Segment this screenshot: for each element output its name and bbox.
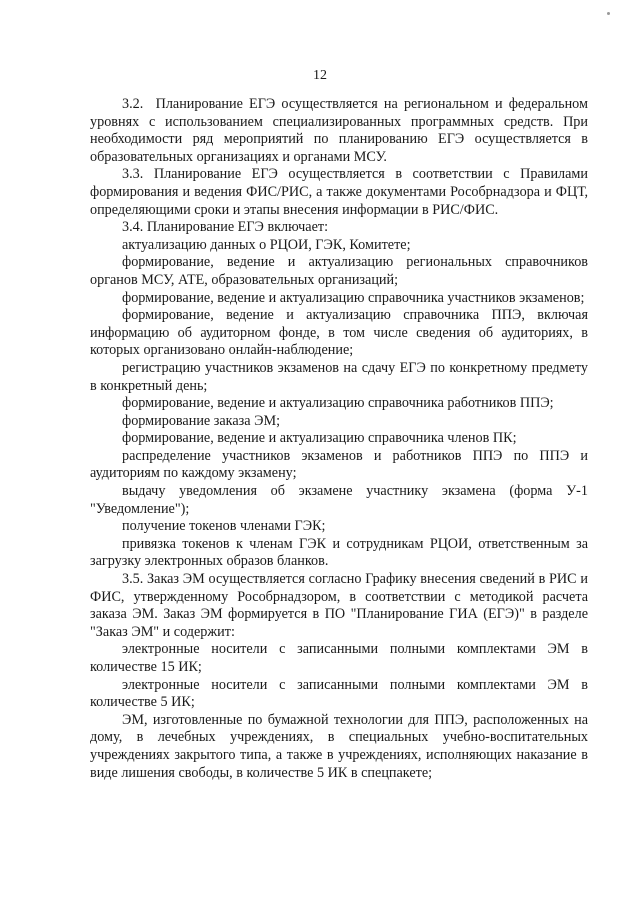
paragraph-3-3: 3.3. Планирование ЕГЭ осуществляется в соответствии с Правилами формирования и ведения ФИС/РИС, а также документами Рособрнадзора и ФЦТ, определяющими сроки и этапы внесения информации в РИС/ФИС. bbox=[90, 166, 588, 218]
list-item: получение токенов членами ГЭК; bbox=[122, 518, 326, 535]
list-item: регистрацию участников экзаменов на сдачу ЕГЭ по конкретному предмету в конкретный день; bbox=[90, 359, 588, 394]
list-item: электронные носители с записанными полными комплектами ЭМ в количестве 15 ИК; bbox=[90, 641, 588, 675]
list-item: формирование, ведение и актуализацию справочника ППЭ, включая информацию об аудиторном фонде, в том числе сведения об аудиториях, в которых организовано онлайн-наблюдение; bbox=[90, 307, 588, 359]
paragraph-3-2: 3.2. Планирование ЕГЭ осуществляется на региональном и федеральном уровнях с использованием специализированных программных средств. При необходимости ряд мероприятий по планированию ЕГЭ осуществляется в образовательных организациях и органами МСУ. bbox=[90, 96, 588, 165]
list-item: распределение участников экзаменов и работников ППЭ по ППЭ и аудиториям по каждому экзамену; bbox=[90, 447, 588, 482]
list-item: формирование, ведение и актуализацию справочника работников ППЭ; bbox=[122, 395, 554, 412]
page-number: 12 bbox=[313, 68, 327, 83]
paragraph-3-5: 3.5. Заказ ЭМ осуществляется согласно Графику внесения сведений в РИС и ФИС, утвержденному Рособрнадзором, в соответствии с методикой расчета заказа ЭМ. Заказ ЭМ формируется в ПО "Планирование ГИА (ЕГЭ)" в разделе "Заказ ЭМ" и содержит: bbox=[90, 571, 588, 640]
list-item: формирование заказа ЭМ; bbox=[122, 412, 281, 429]
list-item: электронные носители с записанными полными комплектами ЭМ в количестве 5 ИК; bbox=[90, 676, 588, 711]
list-item: ЭМ, изготовленные по бумажной технологии для ППЭ, расположенных на дому, в лечебных учреждениях, в специальных учебно-воспитательных учреждениях закрытого типа, а также в учреждениях, исполняющих наказание в виде лишения свободы, в количестве 5 ИК в спецпакете; bbox=[90, 711, 588, 781]
list-item: привязка токенов к членам ГЭК и сотрудникам РЦОИ, ответственным за загрузку электронных образов бланков. bbox=[90, 535, 588, 570]
list-item: формирование, ведение и актуализацию региональных справочников органов МСУ, АТЕ, образовательных организаций; bbox=[90, 254, 588, 288]
scan-speck bbox=[607, 12, 610, 15]
list-item: формирование, ведение и актуализацию справочника участников экзаменов; bbox=[122, 289, 585, 306]
document-body bbox=[90, 96, 588, 782]
paragraph-3-4: 3.4. Планирование ЕГЭ включает: bbox=[122, 219, 329, 236]
list-item: актуализацию данных о РЦОИ, ГЭК, Комитете; bbox=[122, 236, 411, 253]
list-item: выдачу уведомления об экзамене участнику экзамена (форма У-1 "Уведомление"); bbox=[90, 483, 588, 517]
list-item: формирование, ведение и актуализацию справочника членов ПК; bbox=[122, 430, 517, 447]
